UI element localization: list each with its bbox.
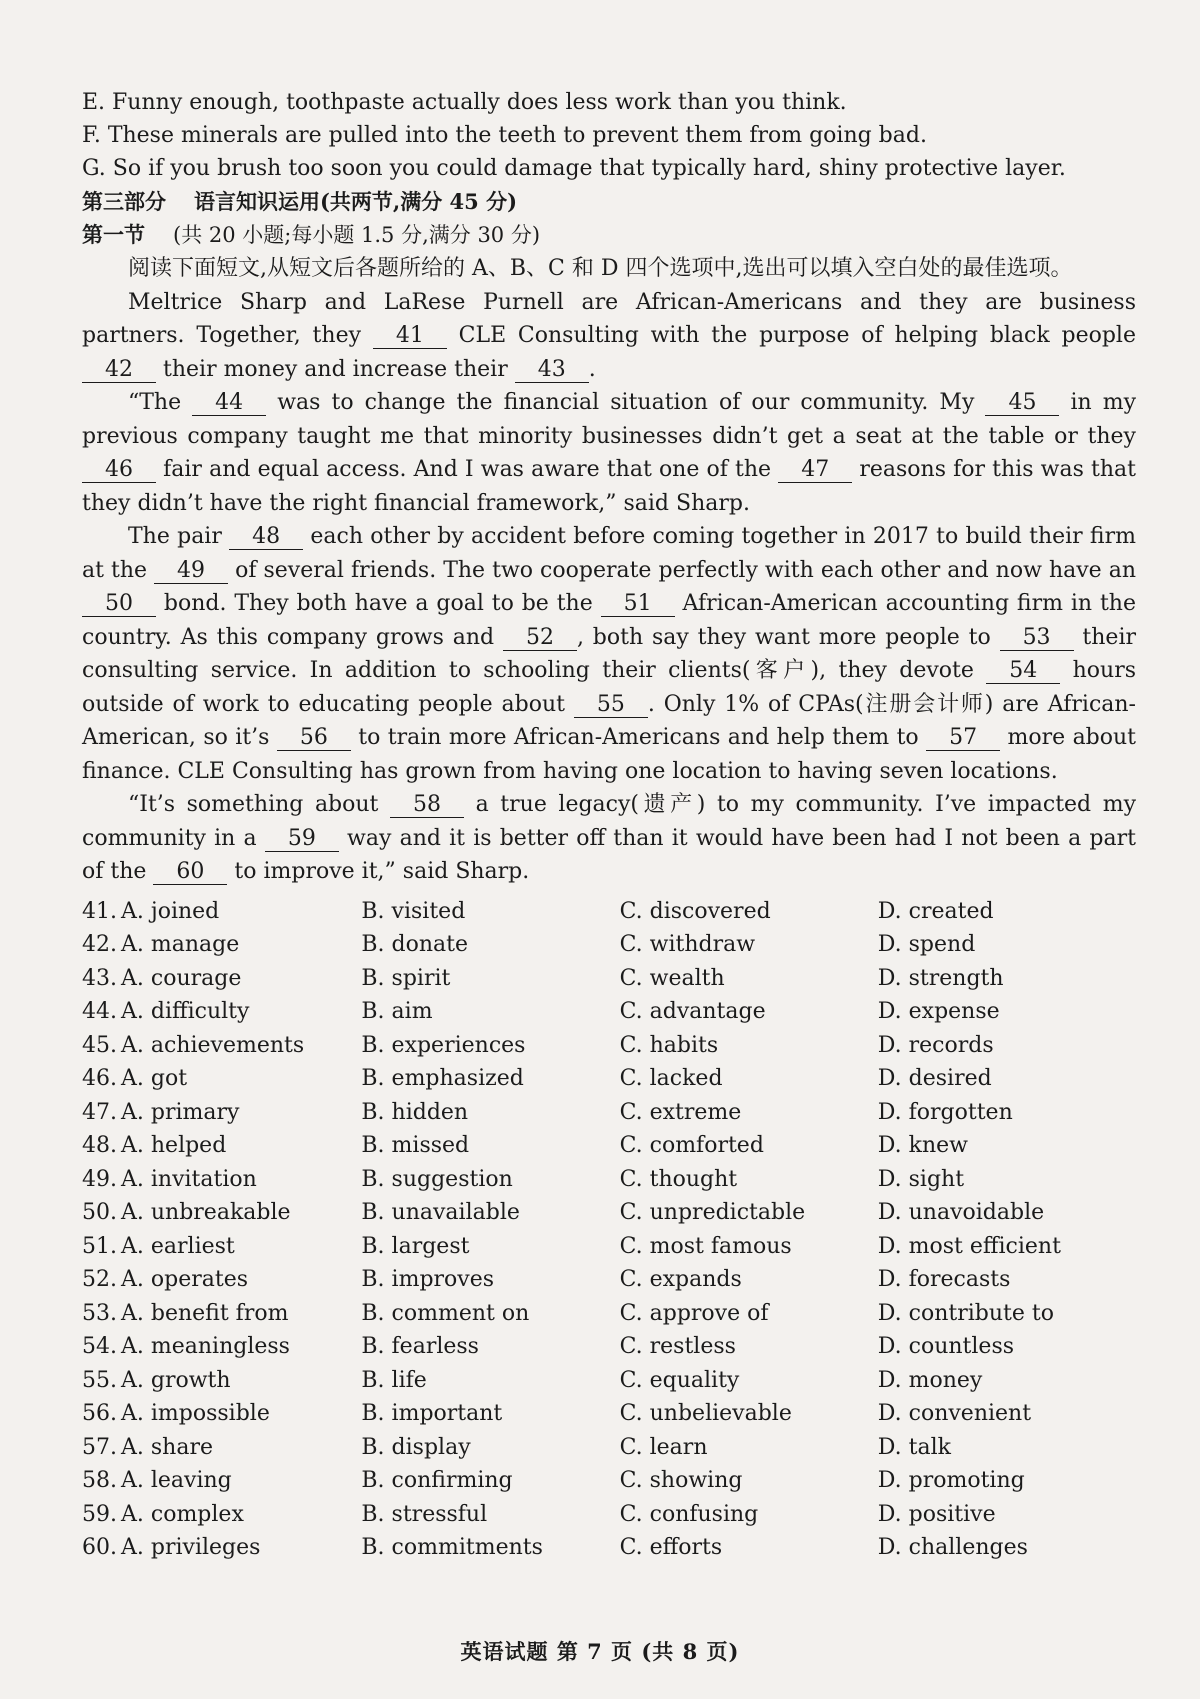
option-a: A. operates — [121, 1267, 249, 1292]
question-row — [82, 962, 1136, 996]
option-c: C. equality — [619, 1367, 740, 1393]
option-c: C. extreme — [619, 1099, 742, 1125]
option-c: C. confusing — [619, 1501, 759, 1527]
blank-42: 42 — [82, 358, 156, 383]
option-a: A. got — [121, 1066, 188, 1091]
passage-paragraph-1 — [82, 286, 1136, 387]
passage-text: was to change the financial situation of our community. My — [277, 390, 975, 415]
option-b: B. improves — [361, 1267, 495, 1292]
question-first-cell — [82, 1029, 361, 1063]
option-e-line: E. Funny enough, toothpaste actually does less work than you think. — [82, 90, 847, 115]
option-b: B. experiences — [361, 1032, 526, 1058]
question-first-cell — [82, 1096, 361, 1130]
question-number: 54. — [82, 1334, 117, 1359]
passage-text: of several friends. The two cooperate perfectly with each other and now have an — [235, 557, 1136, 583]
question-row — [82, 1163, 1136, 1197]
question-number: 48. — [82, 1133, 117, 1158]
question-first-cell — [82, 1263, 361, 1297]
option-b: B. fearless — [361, 1334, 479, 1359]
option-b: B. emphasized — [361, 1066, 524, 1091]
blank-50: 50 — [82, 592, 156, 617]
option-d: D. sight — [877, 1166, 965, 1192]
question-row — [82, 1330, 1136, 1364]
option-c: C. unbelievable — [619, 1401, 792, 1426]
option-a: A. achievements — [121, 1032, 305, 1058]
passage-text: to improve it,” said Sharp. — [234, 859, 530, 884]
option-d: D. desired — [877, 1066, 992, 1091]
passage-text: each other by accident before coming together in 2017 to build their firm at the — [82, 524, 1136, 583]
question-first-cell — [82, 1431, 361, 1465]
option-a: A. unbreakable — [121, 1200, 291, 1225]
option-f-line: F. These minerals are pulled into the teeth to prevent them from going bad. — [82, 123, 927, 148]
passage-text: . — [588, 356, 596, 382]
option-a: A. manage — [121, 932, 240, 957]
passage-text: CLE Consulting with the purpose of helping black people — [458, 323, 1136, 348]
question-number: 60. — [82, 1535, 117, 1560]
blank-48: 48 — [229, 525, 303, 550]
option-a: A. share — [121, 1434, 213, 1460]
option-c: C. expands — [619, 1267, 742, 1292]
option-c: C. comforted — [619, 1133, 764, 1158]
question-first-cell — [82, 1196, 361, 1230]
blank-44: 44 — [192, 391, 266, 416]
passage-text: The pair — [128, 524, 222, 549]
blank-56: 56 — [277, 726, 351, 751]
option-b: B. confirming — [361, 1468, 513, 1493]
option-b: B. stressful — [361, 1501, 488, 1527]
option-b: B. visited — [361, 898, 466, 924]
question-row — [82, 1029, 1136, 1063]
question-number: 49. — [82, 1166, 117, 1192]
option-c: C. wealth — [619, 965, 725, 991]
blank-59: 59 — [265, 827, 339, 852]
question-number: 45. — [82, 1032, 117, 1058]
passage-text: to train more African-Americans and help them to — [358, 725, 919, 750]
option-a: A. joined — [121, 898, 220, 924]
option-a: A. growth — [121, 1367, 231, 1393]
option-a: A. courage — [121, 965, 242, 991]
question-first-cell — [82, 1230, 361, 1264]
part-title: 第三部分 — [82, 189, 166, 214]
option-c: C. most famous — [619, 1233, 792, 1259]
question-number: 47. — [82, 1099, 117, 1125]
blank-49: 49 — [154, 559, 228, 584]
passage-text: their consulting service. In addition to schooling their clients(客户), they devote — [82, 624, 1137, 683]
question-number: 46. — [82, 1066, 117, 1091]
option-b: B. missed — [361, 1133, 470, 1158]
option-a: A. benefit from — [121, 1300, 289, 1326]
option-a: A. meaningless — [121, 1334, 290, 1359]
question-row — [82, 1263, 1136, 1297]
question-first-cell — [82, 1397, 361, 1431]
option-c: C. withdraw — [619, 932, 756, 957]
question-row — [82, 1531, 1136, 1565]
option-c: C. lacked — [619, 1066, 723, 1091]
option-d: D. forgotten — [877, 1099, 1013, 1125]
passage-text: their money and increase their — [163, 356, 508, 382]
question-number: 58. — [82, 1468, 117, 1493]
option-d: D. money — [877, 1367, 983, 1393]
option-b: B. suggestion — [361, 1166, 513, 1192]
blank-58: 58 — [390, 793, 464, 818]
option-d: D. records — [877, 1032, 994, 1058]
option-a: A. earliest — [121, 1233, 235, 1259]
option-a: A. primary — [121, 1099, 240, 1125]
blank-55: 55 — [574, 693, 648, 718]
blank-53: 53 — [1000, 626, 1074, 651]
passage-text: a true legacy(遗产) to my community. I’ve impacted my community in a — [82, 792, 1137, 851]
question-row — [82, 1464, 1136, 1498]
section-heading — [82, 218, 1136, 252]
question-number: 56. — [82, 1401, 117, 1426]
passage-text: in my previous company taught me that minority businesses didn’t get a seat at the table or they — [82, 390, 1137, 449]
option-b: B. unavailable — [361, 1200, 520, 1225]
question-row — [82, 1062, 1136, 1096]
question-row — [82, 1498, 1136, 1532]
passage-text: reasons for this was that they didn’t have the right financial framework,” said Sharp. — [82, 457, 1136, 516]
question-first-cell — [82, 1163, 361, 1197]
option-d: D. countless — [877, 1334, 1015, 1359]
blank-54: 54 — [986, 659, 1060, 684]
option-c: C. learn — [619, 1434, 708, 1460]
passage-text: “It’s something about — [128, 792, 379, 817]
question-number: 51. — [82, 1233, 117, 1259]
question-first-cell — [82, 995, 361, 1029]
option-c: C. discovered — [619, 898, 771, 924]
option-d: D. challenges — [877, 1535, 1028, 1560]
question-row — [82, 1230, 1136, 1264]
passage-paragraph-3 — [82, 520, 1136, 788]
option-b: B. commitments — [361, 1535, 543, 1560]
option-c: C. showing — [619, 1468, 743, 1493]
option-d: D. spend — [877, 932, 976, 957]
passage-text: , both say they want more people to — [576, 624, 991, 650]
option-d: D. convenient — [877, 1401, 1032, 1426]
section-description: (共 20 小题;每小题 1.5 分,满分 30 分) — [173, 223, 541, 247]
option-d: D. contribute to — [877, 1300, 1054, 1326]
blank-46: 46 — [82, 458, 156, 483]
question-row — [82, 1364, 1136, 1398]
option-a: A. privileges — [121, 1535, 261, 1560]
option-b: B. largest — [361, 1233, 470, 1259]
question-number: 59. — [82, 1501, 117, 1527]
option-d: D. talk — [877, 1434, 951, 1460]
question-first-cell — [82, 928, 361, 962]
option-b: B. display — [361, 1434, 471, 1460]
question-first-cell — [82, 1297, 361, 1331]
blank-41: 41 — [373, 324, 447, 349]
option-d: D. unavoidable — [877, 1200, 1045, 1225]
blank-47: 47 — [778, 458, 852, 483]
question-first-cell — [82, 895, 361, 929]
passage-text: fair and equal access. And I was aware that one of the — [163, 457, 772, 482]
passage-text: way and it is better off than it would have been had I not been a part of the — [82, 825, 1136, 884]
question-number: 52. — [82, 1267, 117, 1292]
question-first-cell — [82, 1129, 361, 1163]
question-row — [82, 1196, 1136, 1230]
option-b: B. comment on — [361, 1300, 530, 1326]
question-first-cell — [82, 1531, 361, 1565]
question-row — [82, 1431, 1136, 1465]
question-row — [82, 1096, 1136, 1130]
answer-options-list — [82, 895, 1136, 1565]
blank-51: 51 — [601, 592, 675, 617]
passage-text: bond. They both have a goal to be the — [163, 591, 593, 616]
option-c: C. habits — [619, 1032, 719, 1058]
option-c: C. efforts — [619, 1535, 723, 1560]
question-row — [82, 928, 1136, 962]
passage-text: more about finance. CLE Consulting has grown from having one location to having seven locations. — [82, 725, 1137, 784]
question-number: 41. — [82, 898, 117, 924]
part-heading — [82, 185, 1136, 218]
passage-text: African-American accounting firm in the country. As this company grows and — [82, 591, 1136, 650]
option-b: B. spirit — [361, 965, 451, 991]
option-c: C. restless — [619, 1334, 736, 1359]
question-number: 50. — [82, 1200, 117, 1225]
passage-text: hours outside of work to educating people about — [82, 658, 1137, 717]
option-a: A. leaving — [121, 1468, 232, 1493]
option-b: B. hidden — [361, 1099, 469, 1125]
blank-60: 60 — [153, 860, 227, 885]
option-d: D. forecasts — [877, 1267, 1011, 1292]
option-b: B. important — [361, 1401, 503, 1426]
question-first-cell — [82, 962, 361, 996]
question-row — [82, 995, 1136, 1029]
instruction-text: 阅读下面短文,从短文后各题所给的 A、B、C 和 D 四个选项中,选出可以填入空白处的最佳选项。 — [128, 256, 1073, 281]
option-a: A. difficulty — [121, 999, 250, 1024]
question-first-cell — [82, 1062, 361, 1096]
option-c: C. advantage — [619, 999, 766, 1024]
blank-57: 57 — [926, 726, 1000, 751]
question-number: 55. — [82, 1367, 117, 1393]
option-b: B. life — [361, 1367, 427, 1393]
option-a: A. helped — [121, 1133, 227, 1158]
question-row — [82, 1397, 1136, 1431]
option-d: D. knew — [877, 1133, 968, 1158]
option-b: B. aim — [361, 999, 433, 1024]
option-g-line: G. So if you brush too soon you could damage that typically hard, shiny protective layer. — [82, 156, 1066, 181]
question-row — [82, 1129, 1136, 1163]
option-a: A. invitation — [121, 1166, 257, 1192]
question-first-cell — [82, 1330, 361, 1364]
question-number: 57. — [82, 1434, 117, 1460]
part-description: 语言知识运用(共两节,满分 45 分) — [194, 189, 518, 214]
question-first-cell — [82, 1464, 361, 1498]
passage-text: . Only 1% of CPAs(注册会计师) are African-American, so it’s — [82, 691, 1136, 750]
option-d: D. promoting — [877, 1468, 1025, 1493]
option-a: A. complex — [121, 1501, 244, 1527]
option-a: A. impossible — [121, 1401, 270, 1426]
question-number: 42. — [82, 932, 117, 957]
question-row — [82, 895, 1136, 929]
passage-paragraph-4 — [82, 788, 1136, 889]
question-first-cell — [82, 1498, 361, 1532]
option-d: D. most efficient — [877, 1233, 1061, 1259]
blank-43: 43 — [515, 358, 589, 383]
page-footer: 英语试题 第 7 页 (共 8 页) — [460, 1639, 740, 1664]
passage-text: Meltrice Sharp and LaRese Purnell are African-Americans and they are business partners. Together, they — [82, 289, 1136, 348]
blank-52: 52 — [503, 626, 577, 651]
option-c: C. approve of — [619, 1300, 769, 1326]
option-d: D. strength — [877, 965, 1004, 991]
passage-paragraph-2 — [82, 386, 1136, 520]
option-c: C. unpredictable — [619, 1200, 806, 1225]
option-d: D. expense — [877, 999, 1000, 1024]
option-b: B. donate — [361, 932, 469, 957]
blank-45: 45 — [985, 391, 1059, 416]
option-c: C. thought — [619, 1166, 738, 1192]
passage-text: “The — [128, 390, 182, 415]
option-d: D. created — [877, 898, 994, 924]
question-number: 53. — [82, 1300, 117, 1326]
section-title: 第一节 — [82, 222, 145, 247]
question-row — [82, 1297, 1136, 1331]
question-number: 44. — [82, 999, 117, 1024]
question-number: 43. — [82, 965, 117, 991]
option-d: D. positive — [877, 1501, 996, 1527]
question-first-cell — [82, 1364, 361, 1398]
